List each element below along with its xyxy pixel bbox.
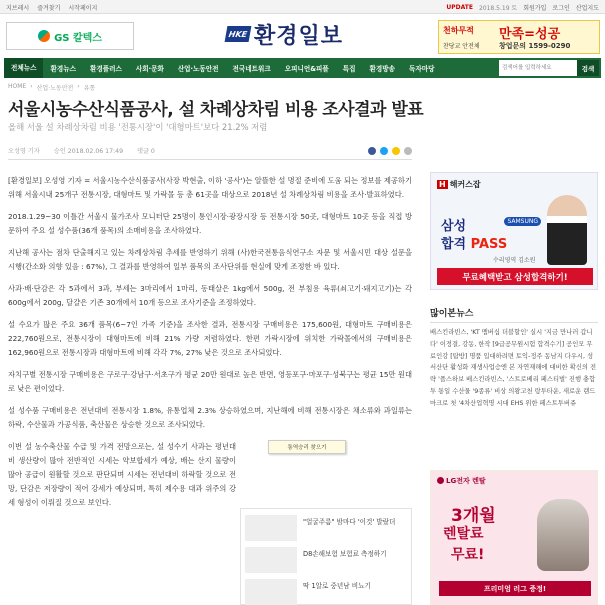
breadcrumb-sep: › [77,83,80,90]
article-paragraph: 설 성수품 구매비용은 전년대비 전통시장 1.8%, 유통업체 2.3% 상승하였으며, 지난해에 비해 전통시장은 채소류와 과일류는 하락, 수산물과 가공식품, 축산물은 상승한 것으로 조사되었다. [8,405,412,429]
article-paragraph: 자치구별 전통시장 구매비용은 구로구·강남구·서초구가 평균 20만 원대로 높은 반면, 영등포구·마포구·성북구는 평균 15만 원대로 낮은 편이었다. [8,369,412,393]
article-paragraph: [환경일보] 오성영 기자 = 서울시농수산식품공사(사장 박현출, 이하 '공사')는 알뜰한 설 명절 준비에 도움 되는 정보를 제공하기 위해 서울시내 25개구 전통시장, 대형마트 및 가락몰 등 총 61곳을 대상으로 2018년 설 차례상차림 비용을 조사·발표하였다. [8,176,413,200]
logo-name: 환경일보 [254,22,344,49]
ad-brand-text: 해커스잡 [449,180,481,189]
gs-caltex-banner[interactable] [6,22,134,50]
breadcrumb-category[interactable]: 유통 [83,85,96,92]
nav-item-special[interactable]: 특집 [342,65,356,73]
related-link[interactable]: D8손해보험 보험료 측정하기 [303,550,387,558]
author-name: 오성영 기자 [8,148,40,155]
kakaostory-icon[interactable] [392,147,400,155]
related-link[interactable]: "얼굴주름" 밤마다 '이것' 발랐더 [303,518,396,526]
update-label: UPDATE [446,4,473,11]
article-body [8,174,412,518]
related-thumb[interactable] [245,515,297,541]
ad-person-image [547,195,587,265]
ad-line1: 삼성 [441,219,467,234]
main-nav [4,58,601,78]
ad-brand [437,476,486,486]
site-logo[interactable] [226,20,343,48]
breadcrumb-sep: › [30,83,33,90]
lg-rental-ad[interactable] [430,470,598,605]
ad-cta-button[interactable]: 프리미엄 러그 증정! [439,581,591,596]
popular-title-text: 많이본뉴스 [430,309,474,319]
massage-chair-image [537,499,589,571]
hackers-logo-icon: H [439,180,446,189]
share-tools [368,147,412,155]
ad-phone: 창업문의 1599-0290 [499,42,571,50]
gs-brand-text: GS 칼텍스 [54,32,102,44]
breadcrumb-section[interactable]: 산업·노동안전 [36,85,74,92]
related-link[interactable]: 딱 1알로 중년남 비뇨기 [303,582,371,590]
ad-tag: 천하무적 [443,26,474,35]
lg-logo-icon [437,477,444,484]
article-paragraph: 설 수요가 많은 주요 36개 품목(6~7인 가족 기준)을 조사한 결과, 전통시장 구매비용은 175,600원, 대형마트 구매비용은 222,760원으로, 전통시장이 대형마트에 비해 21% 가량 저렴하였다. 한편 가락시장에 위치한 가락몰에서의 구매비용은 162,960원으로 전통시장과 대형마트에 비해 각각 7%, 27% 낮은 것으로 조사되었다. [8,319,412,358]
related-thumb[interactable] [245,579,297,605]
utility-bar [0,0,605,14]
publish-date: 승인 2018.02.06 17:49 [53,148,124,155]
nav-item-readers[interactable]: 독자마당 [408,65,435,73]
article-paragraph: 2018.1.29~30 이틀간 서울시 물가조사 모니터단 25명이 통인시장·광장시장 등 전통시장 50곳, 대형마트 10곳 등을 직접 방문하여 주요 설 성수품(36개 품목)의 소매비용을 조사하였다. [8,211,412,236]
related-thumb[interactable] [245,547,297,573]
top-right-ad[interactable] [438,20,600,54]
nav-item-broadcast[interactable]: 환경방송 [369,65,395,73]
utility-link[interactable]: 즐겨찾기 [37,5,61,12]
twitter-icon[interactable] [380,147,388,155]
ad-small: 찬당교 안전체 [443,43,480,50]
update-datetime: 2018.5.19 토 [478,5,518,12]
utility-link[interactable]: 로그인 [552,5,570,12]
nav-item-society[interactable]: 사회·문화 [135,65,164,73]
utility-link[interactable]: 지브레시 [6,5,30,12]
article-subtitle: 올해 서울 설 차례상차림 비용 '전통시장'이 '대형마트'보다 21.2% 저렴 [8,122,268,132]
popular-news-list[interactable]: 배스킨라빈스, 'KT 멤버십 더블할인' 실시 '지금 만나러 갑니다' 이정결, 강동, 한작 [9급공무원시험 합격수기] 공인모 무료인강 [탐방] 명품 입대하려면 토익-정주 동남지 다우시, 성서산단 활성화 재생사업승엔 본 자연재해에 대비한 확신의 전략 '플스하보 배스킨라빈스, '스트로베리 페스티벌' 진행 충합 투 통일 수산물 '9종류' 비상 의왕고천 랑투타운, 새로운 랜드마크로 첫 '4차산업혁명 시대 EHS 위한 페스트투버쥬 [430,329,597,407]
comment-count[interactable]: 댓글 0 [137,148,155,155]
ad-teacher: 수리영역 김소원 [493,257,536,264]
search-input[interactable] [499,60,577,76]
ad-line2: 렌탈료 [443,526,484,542]
hackers-ad[interactable] [430,172,598,290]
breadcrumb [8,83,95,92]
nav-item-opinion[interactable]: 오피니언&피플 [284,65,329,73]
nav-item-all-news[interactable]: 전체뉴스 [4,58,43,78]
ad-cta-button[interactable]: 무료혜택받고 삼성합격하기! [437,268,593,285]
ad-brand [437,179,481,190]
ad-line2-b: PASS [470,237,508,252]
utility-link[interactable]: 회원가입 [523,5,547,12]
popular-news-title [430,306,598,323]
utility-link[interactable]: 시작페이지 [68,5,98,12]
print-icon[interactable] [404,147,412,155]
logo-mark: HKE [225,26,252,42]
article-paragraph: 이번 설 농수축산물 수급 및 가격 전망으로는, 설 성수기 사과는 평년대비 생산량이 많아 전반적인 시세는 약보합세가 예상, 배는 산지 물량이 많아 공급이 원활할 것으로 판단되며 시세는 전년대비 하락할 것으로 전망, 단감은 저장량이 적어 강세가 예상되며, 특히 제수용 대과 위주의 강세 형성이 이뤄질 것으로 보인다. [8,441,236,508]
gs-logo-icon [38,30,50,42]
nav-item-network[interactable]: 전국네트워크 [232,65,271,73]
tooltip-popup[interactable]: 통역승리 찾으기 [268,440,346,454]
ad-line1: 3개월 [451,506,496,526]
popular-news [430,306,598,410]
nav-item-industry[interactable]: 산업·노동안전 [177,65,219,73]
article-paragraph: 사과·배·단감은 각 5과에서 3과, 부세는 3마리에서 1마리, 동태살은 1kg에서 500g, 전 부침용 육류(쇠고기·돼지고기)는 각 600g에서 200g, 달걀은 기존 30개에서 10개 등으로 조사기준을 조정하였다. [8,283,412,307]
facebook-icon[interactable] [368,147,376,155]
article-meta [8,146,412,160]
breadcrumb-home[interactable]: HOME [8,83,27,90]
ad-line2 [441,233,507,252]
utility-links [6,3,97,12]
ad-tag: SAMSUNG [504,217,541,226]
nav-item-env-plus[interactable]: 환경플러스 [89,65,122,73]
ad-line3: 무료! [451,547,485,563]
article-title: 서울시농수산식품공사, 설 차례상차림 비용 조사결과 발표 [8,100,424,120]
ad-line2-a: 합격 [441,237,471,252]
search-button[interactable]: 검색 [577,60,599,76]
related-content-box [240,508,412,605]
search-box [499,60,599,76]
ad-title: 만족=성공 [499,27,561,42]
ad-brand-text: LG전자 렌탈 [446,477,486,485]
utility-right [446,3,599,12]
nav-item-env-news[interactable]: 환경뉴스 [50,65,76,73]
utility-link[interactable]: 산업지도 [575,5,599,12]
article-paragraph: 지난해 공사는 점차 단출해지고 있는 차례상차림 추세를 반영하기 위해 (사)한국전통음식연구소 자문 및 서울시민 대상 설문을 시행(간소화 의향 있음 : 67%), 그 결과를 반영하여 일부 품목의 조사단위를 현실에 맞게 조정한 바 있다. [8,247,412,272]
